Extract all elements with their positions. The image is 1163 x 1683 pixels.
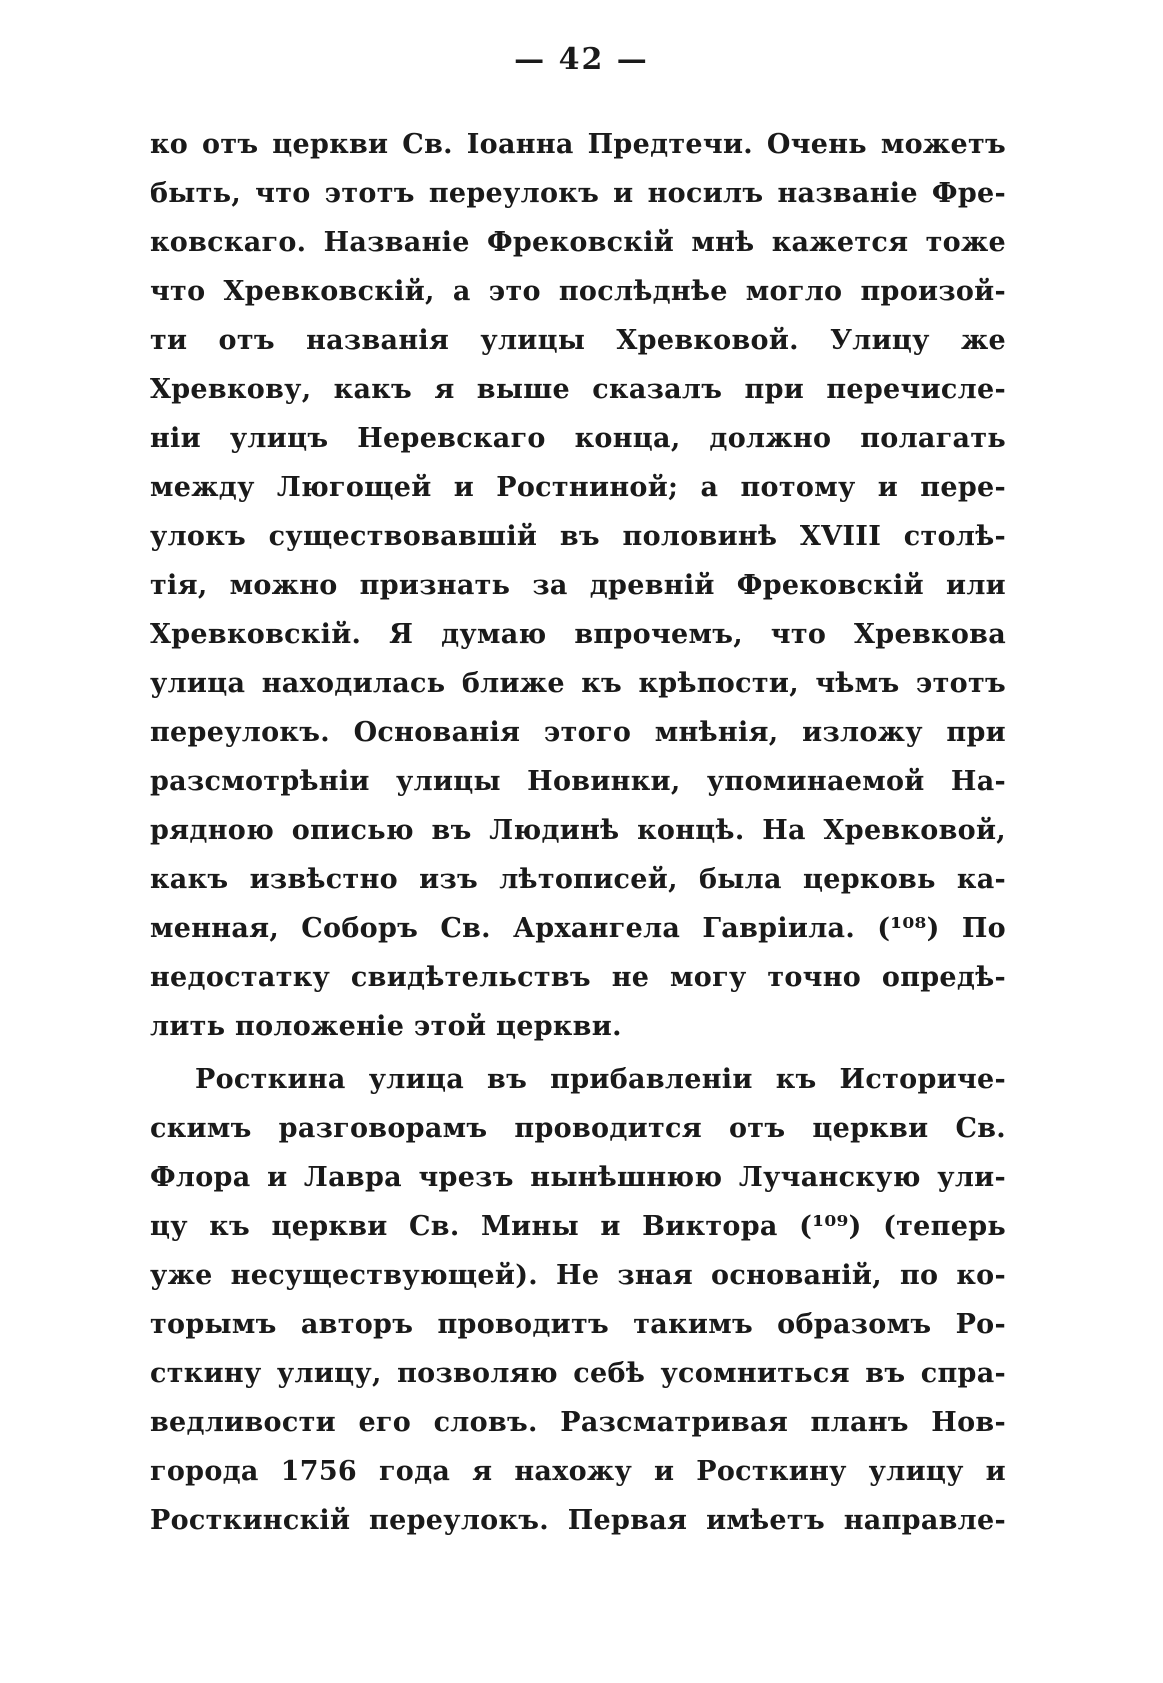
- text-line: недостатку свидѣтельствъ не могу точно опредѣ-: [150, 962, 1006, 993]
- text-line: тія, можно признать за древній Фрековскій или: [150, 570, 1006, 601]
- paragraph: [150, 120, 1006, 1051]
- text-line: города 1756 года я нахожу и Росткину улицу и: [150, 1456, 1006, 1487]
- text-line: скимъ разговорамъ проводится отъ церкви Св.: [150, 1113, 1006, 1144]
- text-line: улокъ существовавшій въ половинѣ XVIII столѣ-: [150, 521, 1006, 552]
- text-line: сткину улицу, позволяю себѣ усомниться въ спра-: [150, 1358, 1006, 1389]
- text-line: лить положеніе этой церкви.: [150, 1011, 622, 1042]
- text-line: цу къ церкви Св. Мины и Виктора (¹⁰⁹) (теперь: [150, 1211, 1006, 1242]
- text-line: Хревкову, какъ я выше сказалъ при перечисле-: [150, 374, 1006, 405]
- text-line: Хревковскій. Я думаю впрочемъ, что Хревкова: [150, 619, 1006, 650]
- paragraph: [150, 1055, 1006, 1545]
- text-line: какъ извѣстно изъ лѣтописей, была церковь ка-: [150, 864, 1006, 895]
- page-number: — 42 —: [514, 42, 649, 77]
- text-line: Росткина улица въ прибавленіи къ Историче-: [195, 1064, 1006, 1095]
- text-line: улица находилась ближе къ крѣпости, чѣмъ этотъ: [150, 668, 1006, 699]
- text-line: торымъ авторъ проводитъ такимъ образомъ Ро-: [150, 1309, 1006, 1340]
- text-line: Флора и Лавра чрезъ нынѣшнюю Лучанскую ули-: [150, 1162, 1006, 1193]
- text-line: что Хревковскій, а это послѣднѣе могло произой-: [150, 276, 1006, 307]
- text-line: менная, Соборъ Св. Архангела Гавріила. (¹⁰⁸) По: [150, 913, 1006, 944]
- text-line: ко отъ церкви Св. Іоанна Предтечи. Очень можетъ: [150, 129, 1006, 160]
- text-line: рядною описью въ Людинѣ концѣ. На Хревковой,: [150, 815, 1006, 846]
- text-line: между Люгощей и Ростниной; а потому и пере-: [150, 472, 1006, 503]
- text-line: ковскаго. Названіе Фрековскій мнѣ кажется тоже: [150, 227, 1006, 258]
- text-line: ніи улицъ Неревскаго конца, должно полагать: [150, 423, 1006, 454]
- text-line: разсмотрѣніи улицы Новинки, упоминаемой На-: [150, 766, 1006, 797]
- text-line: ти отъ названія улицы Хревковой. Улицу же: [150, 325, 1006, 356]
- text-line: Росткинскій переулокъ. Первая имѣетъ направле-: [150, 1505, 1006, 1536]
- text-line: быть, что этотъ переулокъ и носилъ названіе Фре-: [150, 178, 1006, 209]
- text-line: переулокъ. Основанія этого мнѣнія, изложу при: [150, 717, 1006, 748]
- text-line: ведливости его словъ. Разсматривая планъ Нов-: [150, 1407, 1006, 1438]
- text-line: уже несуществующей). Не зная основаній, по ко-: [150, 1260, 1006, 1291]
